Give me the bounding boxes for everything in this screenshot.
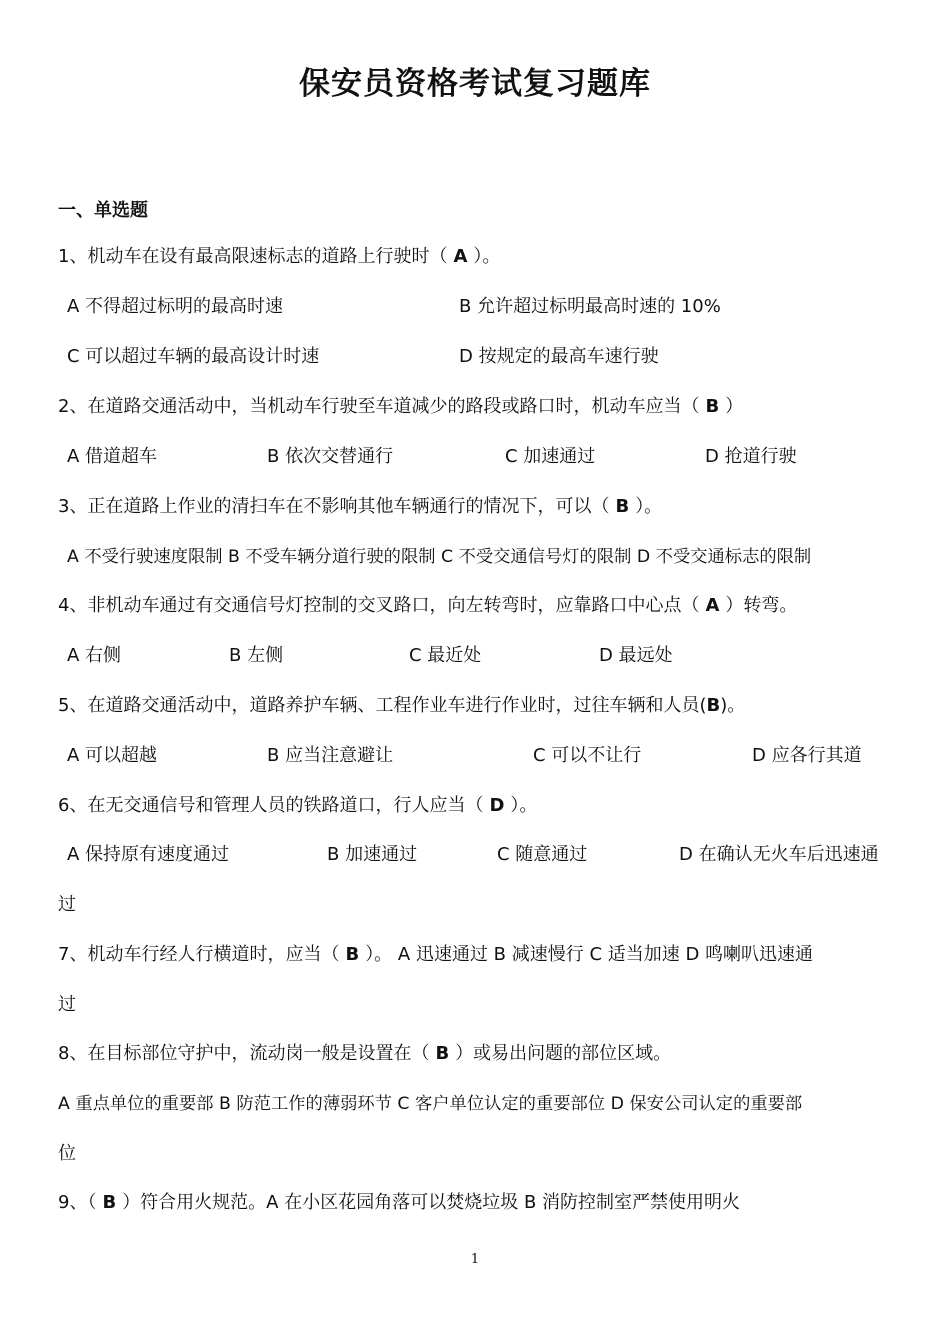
option-a: A 不得超过标明的最高时速: [67, 296, 284, 317]
question-2-stem: [58, 395, 743, 419]
question-6-stem: [58, 794, 537, 818]
answer-label: B: [705, 396, 720, 417]
question-stem-text: )。: [720, 695, 746, 716]
question-stem-text: ）。: [510, 795, 538, 816]
option-a: A 右侧: [67, 645, 122, 666]
question-3-options: A 不受行驶速度限制 B 不受车辆分道行驶的限制 C 不受交通信号灯的限制 D 不受交通标志的限制: [67, 547, 812, 567]
option-b: B 应当注意避让: [267, 745, 394, 766]
question-stem-text: 8、在目标部位守护中，流动岗一般是设置在（: [58, 1043, 430, 1064]
question-stem-text: 5、在道路交通活动中，道路养护车辆、工程作业车进行作业时，过往车辆和人员(: [58, 695, 707, 716]
option-d: D 最远处: [599, 645, 673, 666]
question-7-continuation: 过: [58, 994, 76, 1015]
answer-label: B: [345, 944, 360, 965]
option-d: D 按规定的最高车速行驶: [459, 346, 659, 367]
question-8-options: A 重点单位的重要部 B 防范工作的薄弱环节 C 客户单位认定的重要部位 D 保安公司认定的重要部: [58, 1094, 803, 1114]
option-d: D 在确认无火车后迅速通: [679, 844, 879, 865]
document-title: 保安员资格考试复习题库: [299, 66, 651, 102]
question-stem-text: 1、机动车在设有最高限速标志的道路上行驶时（: [58, 246, 448, 267]
question-3-stem: [58, 495, 662, 519]
answer-label: B: [102, 1192, 117, 1213]
question-stem-text: ）。 A 迅速通过 B 减速慢行 C 适当加速 D 鸣喇叭迅速通: [365, 944, 814, 965]
question-stem-text: ）或易出问题的部位区域。: [455, 1043, 672, 1064]
option-c: C 可以超过车辆的最高设计时速: [67, 346, 320, 367]
answer-label: A: [705, 595, 720, 616]
answer-label: B: [435, 1043, 450, 1064]
option-c: C 最近处: [409, 645, 482, 666]
option-c: C 随意通过: [497, 844, 588, 865]
question-9-stem: [58, 1191, 740, 1215]
question-stem-text: 7、机动车行经人行横道时，应当（: [58, 944, 340, 965]
question-stem-text: ）转弯。: [725, 595, 798, 616]
option-b: B 允许超过标明最高时速的 10%: [459, 296, 721, 317]
answer-label: D: [489, 795, 505, 816]
option-c: C 可以不让行: [533, 745, 642, 766]
option-a: A 借道超车: [67, 446, 158, 467]
question-7-stem: [58, 943, 890, 967]
question-stem-text: 9、（: [58, 1192, 97, 1213]
question-5-stem: [58, 694, 745, 718]
option-b: B 加速通过: [327, 844, 418, 865]
option-d: D 应各行其道: [752, 745, 862, 766]
option-c: C 加速通过: [505, 446, 596, 467]
page-number: 1: [470, 1252, 480, 1267]
question-stem-text: ）: [725, 396, 744, 417]
question-stem-text: 2、在道路交通活动中，当机动车行驶至车道减少的路段或路口时，机动车应当（: [58, 396, 700, 417]
answer-label: B: [706, 695, 721, 716]
question-stem-text: ）符合用火规范。A 在小区花园角落可以焚烧垃圾 B 消防控制室严禁使用明火: [122, 1192, 741, 1213]
section-heading: 一、单选题: [58, 200, 148, 221]
option-a: A 可以超越: [67, 745, 158, 766]
question-8-continuation: 位: [58, 1143, 76, 1164]
option-d: D 抢道行驶: [705, 446, 797, 467]
option-b: B 依次交替通行: [267, 446, 394, 467]
option-b: B 左侧: [229, 645, 284, 666]
question-8-stem: [58, 1042, 671, 1066]
question-stem-text: ）。: [635, 496, 663, 517]
answer-label: B: [615, 496, 630, 517]
question-stem-text: ）。: [473, 246, 501, 267]
answer-label: A: [453, 246, 468, 267]
option-a: A 保持原有速度通过: [67, 844, 230, 865]
question-stem-text: 4、非机动车通过有交通信号灯控制的交叉路口，向左转弯时，应靠路口中心点（: [58, 595, 700, 616]
question-stem-text: 6、在无交通信号和管理人员的铁路道口，行人应当（: [58, 795, 484, 816]
question-6-continuation: 过: [58, 894, 76, 915]
question-4-stem: [58, 594, 797, 618]
question-1-stem: [58, 245, 500, 269]
question-stem-text: 3、正在道路上作业的清扫车在不影响其他车辆通行的情况下，可以（: [58, 496, 610, 517]
